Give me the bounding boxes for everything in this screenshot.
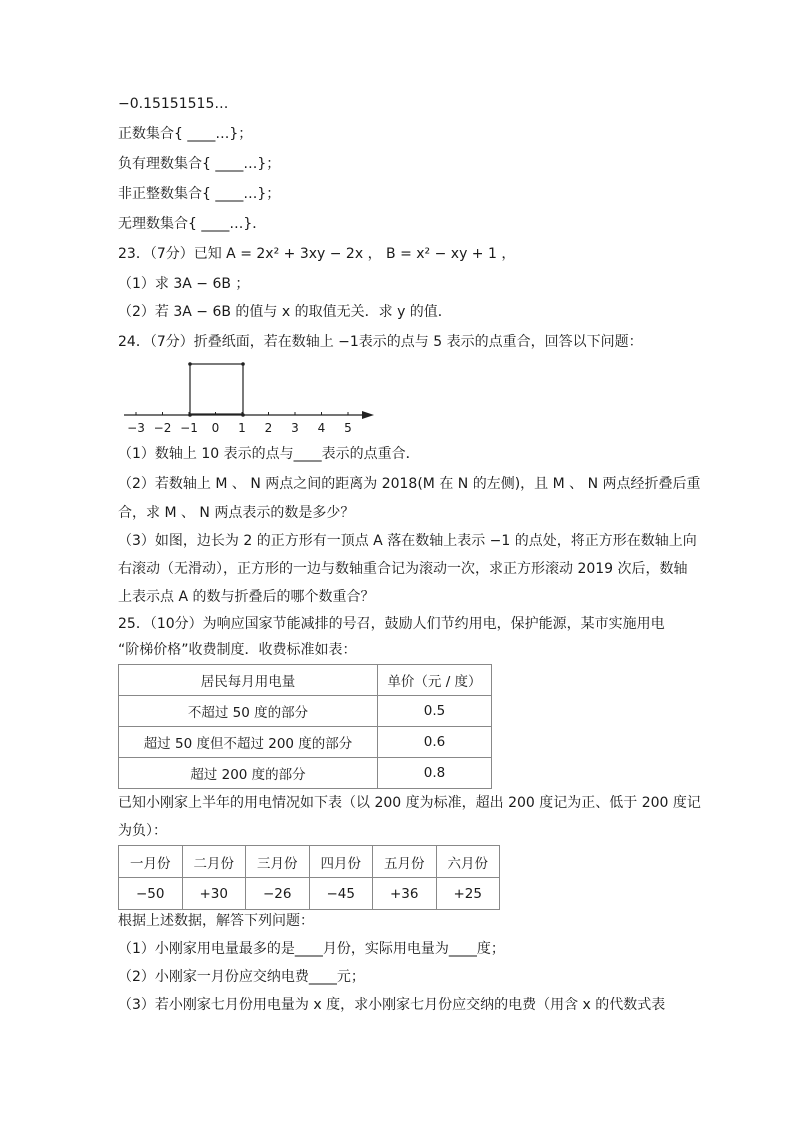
- tick-label: 5: [344, 421, 352, 435]
- table-header-cell: 四月份: [309, 846, 373, 878]
- question-23-part-1: （1）求 3A − 6B ；: [118, 276, 250, 292]
- square: [190, 364, 243, 414]
- table-cell: 0.6: [378, 727, 492, 758]
- table-cell: 超过 50 度但不超过 200 度的部分: [119, 727, 378, 758]
- table-header-cell: 居民每月用电量: [119, 665, 378, 696]
- vertex-dot: [241, 362, 245, 366]
- question-25-part-3: （3）若小刚家七月份用电量为 x 度，求小刚家七月份应交纳的电费（用含 x 的代数式表: [118, 997, 666, 1013]
- table-cell: 0.8: [378, 758, 492, 789]
- non-positive-integer-set: 非正整数集合{ ____…}；: [118, 186, 281, 202]
- question-24-part-2-b: 合，求 M 、 N 两点表示的数是多少？: [118, 505, 355, 521]
- question-25-a: 25．（10分）为响应国家节能减排的号召，鼓励人们节约用电，保护能源，某市实施用电: [118, 616, 665, 632]
- table-header-cell: 单价（元 / 度）: [378, 665, 492, 696]
- table-cell: 不超过 50 度的部分: [119, 696, 378, 727]
- table-cell: −45: [309, 878, 373, 910]
- table-header-cell: 六月份: [436, 846, 500, 878]
- negative-rational-set: 负有理数集合{ ____…}；: [118, 156, 281, 172]
- question-24-part-1: （1）数轴上 10 表示的点与____表示的点重合．: [118, 446, 420, 462]
- table-row: [119, 758, 492, 789]
- question-24-part-2-a: （2）若数轴上 M 、 N 两点之间的距离为 2018(M 在 N 的左侧)，且 M 、 N 两点经折叠后重: [118, 476, 701, 492]
- table-row: [119, 878, 500, 910]
- question-24-part-3-c: 上表示点 A 的数与折叠后的哪个数重合？: [118, 589, 375, 605]
- irrational-set: 无理数集合{ ____…}．: [118, 216, 267, 232]
- table2-intro-b: 为负）：: [118, 823, 167, 839]
- table-header-cell: 五月份: [373, 846, 437, 878]
- arrow-icon: [362, 411, 374, 419]
- table-header-cell: 二月份: [182, 846, 246, 878]
- vertex-dot: [188, 362, 192, 366]
- tick-label: 2: [264, 421, 273, 435]
- question-24-part-3-a: （3）如图，边长为 2 的正方形有一顶点 A 落在数轴上表示 −1 的点处，将正方形在数轴上向: [118, 533, 697, 549]
- table-cell: −26: [246, 878, 310, 910]
- table-row: [119, 846, 500, 878]
- table-cell: +25: [436, 878, 500, 910]
- table-cell: 0.5: [378, 696, 492, 727]
- question-25-b: “阶梯价格”收费制度．收费标准如表：: [118, 642, 357, 658]
- question-24-part-3-b: 右滚动（无滑动），正方形的一边与数轴重合记为滚动一次，求正方形滚动 2019 次后，数轴: [118, 561, 688, 577]
- tick-label: −2: [153, 421, 172, 435]
- price-table: [118, 664, 492, 789]
- table-cell: 超过 200 度的部分: [119, 758, 378, 789]
- table-cell: −50: [119, 878, 183, 910]
- usage-table: [118, 845, 500, 910]
- question-25-part-2: （2）小刚家一月份应交纳电费____元；: [118, 969, 365, 985]
- question-25-part-1: （1）小刚家用电量最多的是____月份，实际用电量为____度；: [118, 941, 505, 957]
- tick-label: 3: [291, 421, 299, 435]
- number-line-figure: [118, 352, 388, 436]
- table-row: [119, 665, 492, 696]
- question-23-part-2: （2）若 3A − 6B 的值与 x 的取值无关．求 y 的值．: [118, 304, 452, 320]
- tick-label: 1: [238, 421, 246, 435]
- tick-label: −1: [180, 421, 198, 435]
- tick-label: 4: [317, 421, 326, 435]
- table-row: [119, 696, 492, 727]
- instructions: 根据上述数据，解答下列问题：: [118, 913, 314, 929]
- table-header-cell: 一月份: [119, 846, 183, 878]
- table-cell: +30: [182, 878, 246, 910]
- decimal-number: −0.15151515…: [118, 96, 229, 112]
- positive-set: 正数集合{ ____…}；: [118, 126, 253, 142]
- tick-label: −3: [127, 421, 145, 435]
- table-header-cell: 三月份: [246, 846, 310, 878]
- table2-intro-a: 已知小刚家上半年的用电情况如下表（以 200 度为标准，超出 200 度记为正、低于 200 度记: [118, 795, 701, 811]
- table-cell: +36: [373, 878, 437, 910]
- question-23: 23．（7分）已知 A = 2x² + 3xy − 2x ， B = x² − xy + 1 ，: [118, 246, 516, 262]
- question-24: 24．（7分）折叠纸面，若在数轴上 −1表示的点与 5 表示的点重合，回答以下问题：: [118, 334, 643, 350]
- tick-label: 0: [211, 421, 220, 435]
- table-row: [119, 727, 492, 758]
